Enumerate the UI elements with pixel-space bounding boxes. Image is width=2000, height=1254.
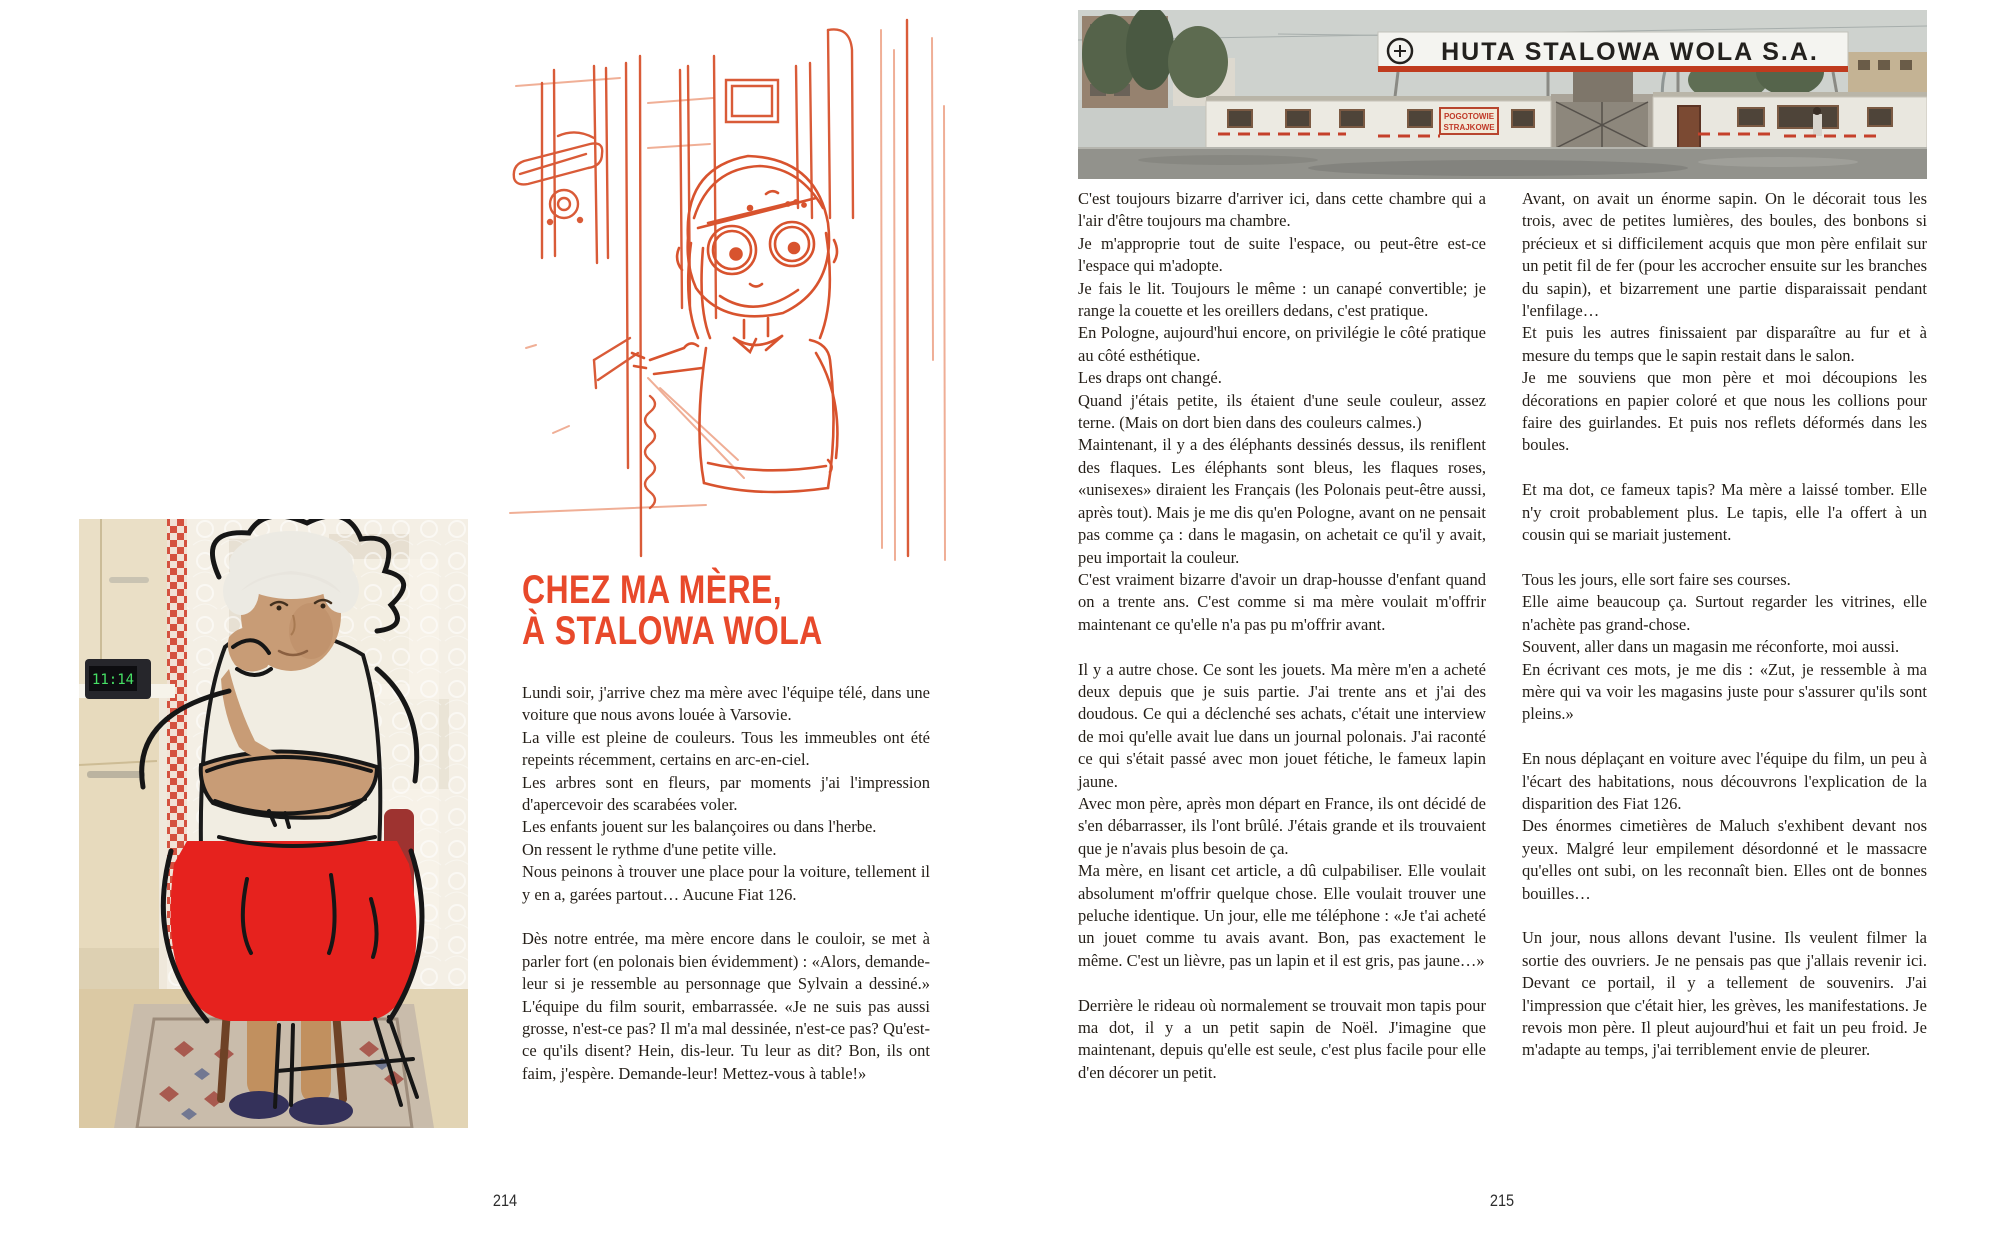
page-number-left: 214 bbox=[492, 1192, 518, 1210]
right-page-column-2 bbox=[1522, 188, 1927, 1062]
paragraph-block bbox=[1522, 748, 1927, 905]
chapter-title bbox=[522, 570, 922, 652]
paragraph: Un jour, nous allons devant l'usine. Ils veulent filmer la sortie des ouvriers. Je ne pensais pas que j'allais revenir ici. Devant ce portail, il y a tellement de souvenirs. J'ai l'impression que c'était hier, les grèves, les manifestations. Je revois mon père. Il pleut aujourd'hui et fait un peu froid. Je m'adapte au temps, j'ai terriblement envie de pleurer. bbox=[1522, 928, 1927, 1060]
paragraph: C'est toujours bizarre d'arriver ici, dans cette chambre qui a l'air d'être toujours ma chambre. bbox=[1078, 189, 1486, 231]
door-sketch-illustration bbox=[498, 8, 950, 568]
paragraph: Les draps ont changé. bbox=[1078, 368, 1222, 388]
right-page-column-1 bbox=[1078, 188, 1486, 1084]
paragraph: Maintenant, il y a des éléphants dessinés dessus, ils reniflent des flaques. Les éléphants sont bleus, les flaques roses, «unisexes» diraient les Français (les Polonais peut-être aussi, après tout). Mais je me dis qu'en Pologne, avant on ne pensait pas comme ça : dans le magasin, on achetait ce qu'il y avait, peu importait la couleur. bbox=[1078, 435, 1486, 567]
paragraph: Dès notre entrée, ma mère encore dans le couloir, se met à parler fort (en polonais bien évidemment) : «Alors, demande-leur si je ressemble au personnage que Sylvain a dessiné.» L'équipe du film sourit, embarrassée. «Je ne suis pas aussi grosse, n'est-ce pas? Il m'a mal dessinée, n'est-ce pas? Qu'est-ce qu'ils disent? Hein, dis-leur. Tu leur as dit? Bon, ils ont faim, j'espère. Demande-leur! Mettez-vous à table!» bbox=[522, 929, 930, 1083]
right-page bbox=[1000, 0, 2000, 1254]
paragraph-block bbox=[1522, 479, 1927, 546]
paragraph-block bbox=[1522, 188, 1927, 457]
paragraph: En Pologne, aujourd'hui encore, on privilégie le côté pratique au côté esthétique. bbox=[1078, 323, 1486, 365]
strike-sign-line2: STRAJKOWE bbox=[1443, 123, 1495, 132]
paragraph: Je me souviens que mon père et moi découpions les décorations en papier coloré et que nous les collions pour faire des guirlandes. Et puis nos reflets déformés dans les boules. bbox=[1522, 368, 1927, 455]
factory-gate-photo bbox=[1078, 10, 1927, 179]
left-page-text-column bbox=[522, 682, 930, 1085]
clock-display: 11:14 bbox=[91, 672, 135, 688]
paragraph: Et ma dot, ce fameux tapis? Ma mère a laissé tomber. Elle n'y croit probablement plus. Le tapis, elle l'a offert à un cousin qui se mariait justement. bbox=[1522, 480, 1927, 545]
page-number-right: 215 bbox=[1489, 1192, 1515, 1210]
paragraph: Avant, on avait un énorme sapin. On le décorait tous les trois, avec de petites lumières, des boules, des bonbons si précieux et si difficilement acquis que mon père enfilait sur un petit fil de fer (pour les accrocher ensuite sur les branches du sapin), et bizarrement une partie disparaissait pendant l'enfilage… bbox=[1522, 189, 1927, 321]
paragraph: Les arbres sont en fleurs, par moments j'ai l'impression d'apercevoir des scarabées voler. bbox=[522, 772, 930, 815]
paragraph: Il y a autre chose. Ce sont les jouets. Ma mère m'en a acheté deux depuis que je suis partie. J'ai trente ans et j'ai des doudous. Ce qui a déclenché ses achats, c'était une interview de moi qu'elle avait lue dans un journal polonais. J'ai raconté ce qui s'était passé avec mon jouet fétiche, le fameux lapin jaune. bbox=[1078, 659, 1486, 791]
paragraph: Ma mère, en lisant cet article, a dû culpabiliser. Elle voulait absolument m'offrir quelque chose. Elle voulait trouver une peluche identique. Un jour, elle me téléphone : «Je t'ai acheté un jouet comme tu avais avant. Bon, pas exactement le même. C'est un lièvre, pas un lapin et il est gris, pas jaune…» bbox=[1078, 861, 1486, 970]
paragraph: Derrière le rideau où normalement se trouvait mon tapis pour ma dot, il y a un petit sapin de Noël. J'imagine que maintenant, depuis qu'elle est seule, c'est plus facile pour elle d'en décorer un petit. bbox=[1078, 995, 1486, 1082]
paragraph: Elle aime beaucoup ça. Surtout regarder les vitrines, elle n'achète pas grand-chose. bbox=[1522, 592, 1927, 634]
paragraph: C'est vraiment bizarre d'avoir un drap-housse d'enfant quand on a trente ans. C'est comme si ma mère voulait m'offrir maintenant ce qu'elle n'a pas pu m'offrir avant. bbox=[1078, 569, 1486, 634]
paragraph: Avec mon père, après mon départ en France, ils ont décidé de s'en débarrasser, ils l'ont brûlé. J'étais grande et ils trouvaient que je n'avais plus besoin de ça. bbox=[1078, 793, 1486, 858]
paragraph-block bbox=[522, 682, 930, 906]
paragraph-block bbox=[1522, 927, 1927, 1061]
paragraph-block bbox=[522, 928, 930, 1085]
factory-gate-sign-text: HUTA STALOWA WOLA S.A. bbox=[1441, 38, 1819, 66]
paragraph: Quand j'étais petite, ils étaient d'une seule couleur, assez terne. (Mais on dort bien dans des couleurs calmes.) bbox=[1078, 390, 1486, 433]
paragraph-block bbox=[1078, 995, 1486, 1085]
paragraph: Lundi soir, j'arrive chez ma mère avec l'équipe télé, dans une voiture que nous avons louée à Varsovie. bbox=[522, 683, 930, 725]
paragraph-block bbox=[1078, 188, 1486, 636]
paragraph: La ville est pleine de couleurs. Tous les immeubles ont été repeints récemment, certains en arc-en-ciel. bbox=[522, 727, 930, 770]
paragraph: Je m'approprie tout de suite l'espace, ou peut-être est-ce l'espace qui m'adopte. bbox=[1078, 233, 1486, 276]
paragraph: Souvent, aller dans un magasin me réconforte, moi aussi. bbox=[1522, 637, 1900, 657]
mother-kitchen-photo bbox=[79, 519, 468, 1128]
paragraph: Et puis les autres finissaient par disparaître au fur et à mesure du temps que le sapin restait dans le salon. bbox=[1522, 323, 1927, 365]
paragraph: En écrivant ces mots, je me dis : «Zut, je ressemble à ma mère qui va voir les magasins juste pour s'assurer qu'ils sont pleins.» bbox=[1522, 659, 1927, 724]
paragraph: Nous peinons à trouver une place pour la voiture, tellement il y en a, garées partout… Aucune Fiat 126. bbox=[522, 862, 930, 904]
paragraph: Les enfants jouent sur les balançoires ou dans l'herbe. bbox=[522, 817, 877, 837]
paragraph: Des énormes cimetières de Maluch s'exhibent devant nos yeux. Malgré leur empilement désordonné et le massacre qu'elles ont subi, on les reconnaît bien. Elles ont de bonnes bouilles… bbox=[1522, 816, 1927, 903]
paragraph: On ressent le rythme d'une petite ville. bbox=[522, 839, 777, 859]
paragraph-block bbox=[1078, 659, 1486, 973]
paragraph: Je fais le lit. Toujours le même : un canapé convertible; je range la couette et les oreillers dedans, c'est pratique. bbox=[1078, 278, 1486, 321]
chapter-title-line1: CHEZ MA MÈRE, bbox=[522, 568, 783, 612]
paragraph: En nous déplaçant en voiture avec l'équipe du film, un peu à l'écart des habitations, nous découvrons l'explication de la disparition des Fiat 126. bbox=[1522, 749, 1927, 813]
paragraph: Tous les jours, elle sort faire ses courses. bbox=[1522, 569, 1791, 589]
chapter-title-line2: À STALOWA WOLA bbox=[522, 609, 823, 653]
paragraph-block bbox=[1522, 569, 1927, 726]
strike-sign-line1: POGOTOWIE bbox=[1443, 112, 1495, 121]
